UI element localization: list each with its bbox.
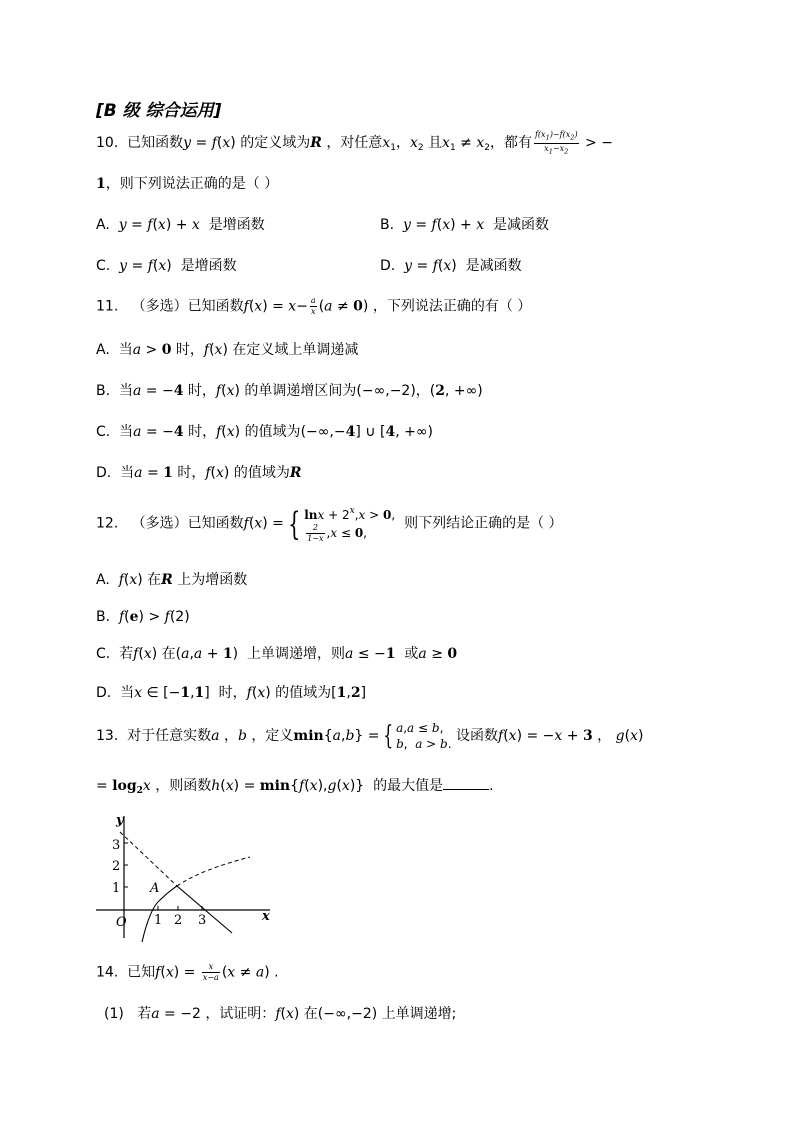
option-label: D. bbox=[96, 685, 112, 701]
option-pre: 当 bbox=[118, 383, 133, 399]
q13-text-cont-a: ，则函数 bbox=[155, 778, 212, 794]
q11-text-a: （多选）已知函数 bbox=[131, 298, 244, 315]
option-label: C. bbox=[96, 424, 111, 440]
option-text: 是减函数 bbox=[493, 217, 549, 233]
option-text: 的值域为 bbox=[275, 685, 332, 701]
x-axis-label: x bbox=[262, 909, 270, 924]
option-pre: 当 bbox=[120, 685, 135, 701]
q10-text-a: 已知函数 bbox=[127, 135, 184, 152]
x-tick-1: 1 bbox=[154, 913, 163, 928]
x-tick-3: 3 bbox=[198, 913, 207, 928]
option-text: 的值域为 bbox=[233, 465, 290, 481]
q10-text-c: ，对任意 bbox=[326, 135, 383, 152]
q12-text-a: （多选）已知函数 bbox=[131, 515, 244, 532]
q12-option-b[interactable]: B. f(e) > f(2) bbox=[96, 609, 190, 625]
option-mid: 时， bbox=[177, 465, 206, 481]
y-tick-3: 3 bbox=[112, 838, 121, 853]
option-text: 的单调递增区间为 bbox=[244, 383, 357, 399]
piecewise-cases: $\ln x + 2^x,x > 0$, $\frac{2}{1-x}$ ,x ≤ 0, bbox=[304, 506, 396, 543]
option-label: B. bbox=[96, 609, 111, 625]
option-text: 是减函数 bbox=[465, 258, 522, 274]
option-text: 的值域为 bbox=[244, 424, 301, 440]
option-text: 上单调递增，则 bbox=[247, 646, 346, 662]
section-heading: [B 级 综合运用] bbox=[96, 101, 222, 121]
option-label: A. bbox=[96, 342, 110, 358]
option-label: A. bbox=[96, 572, 110, 588]
q10-stem: 10. 已知函数y = f(x) 的定义域为R ，对任意$x_1$，$x_2$ 且$x_1 \ne x_2$，都有 $\frac{f(x_1)-f(x_2)}{x_1-x_2}$ > − bbox=[96, 130, 613, 156]
option-mid: 时， bbox=[218, 685, 247, 701]
f-line-dashed bbox=[120, 832, 177, 886]
y-tick-2: 2 bbox=[112, 859, 121, 874]
y-tick-1: 1 bbox=[112, 881, 121, 896]
q14-text-a: 已知 bbox=[127, 964, 156, 981]
q11-stem: 11. （多选）已知函数f(x) = x− $\frac{a}{x}$ (a ≠ 0) ，下列说法正确的有（ ） bbox=[96, 296, 532, 316]
min-brace: { bbox=[382, 721, 393, 751]
part-label: (1) bbox=[104, 1006, 124, 1022]
q10-option-d[interactable]: D. y = f(x) 是减函数 bbox=[380, 258, 522, 274]
option-mid: 在 bbox=[161, 646, 176, 662]
q10-stem-cont: 1，则下列说法正确的是（ ） bbox=[96, 176, 279, 192]
q10-text-d: 且 bbox=[428, 135, 443, 152]
q10-text-cont: ，则下列说法正确的是（ ） bbox=[105, 176, 279, 192]
option-mid: 时， bbox=[175, 342, 204, 358]
q10-fraction: $\frac{f(x_1)-f(x_2)}{x_1-x_2}$ bbox=[534, 130, 578, 156]
q13-text-cont-b: 的最大值是 bbox=[373, 778, 444, 794]
q10-text-e: ，都有 bbox=[489, 135, 532, 152]
q13-text-b: ，定义 bbox=[251, 728, 294, 744]
q10-option-a[interactable]: A. y = f(x) + x 是增函数 bbox=[96, 217, 265, 233]
option-label: C. bbox=[96, 258, 111, 274]
option-text: 上为增函数 bbox=[177, 572, 248, 588]
option-label: D. bbox=[96, 465, 112, 481]
option-pre: 当 bbox=[118, 342, 133, 358]
q14-part1: (1) 若a = −2 ，试证明：f(x) 在(−∞,−2) 上单调递增; bbox=[104, 1006, 457, 1022]
option-label: B. bbox=[96, 383, 111, 399]
origin-label: O bbox=[116, 915, 127, 930]
q13-number: 13. bbox=[96, 728, 119, 744]
g-curve-dashed bbox=[177, 857, 250, 886]
q11-option-d[interactable]: D. 当a = 1 时，f(x) 的值域为R bbox=[96, 465, 302, 481]
option-label: A. bbox=[96, 217, 110, 233]
option-text: 是增函数 bbox=[208, 217, 265, 233]
q14-part1-c: 在 bbox=[303, 1006, 318, 1022]
q12-text-b: 则下列结论正确的是（ ） bbox=[404, 515, 563, 532]
q11-option-c[interactable]: C. 当a = −4 时，f(x) 的值域为(−∞,−4] ∪ [4, +∞) bbox=[96, 424, 433, 440]
q11-option-b[interactable]: B. 当a = −4 时，f(x) 的单调递增区间为(−∞,−2)，(2, +∞) bbox=[96, 383, 483, 399]
q12-option-a[interactable]: A. f(x) 在R 上为增函数 bbox=[96, 572, 248, 588]
q12-number: 12. bbox=[96, 515, 119, 532]
q10-number: 10. bbox=[96, 135, 119, 152]
q14-stem: 14. 已知f(x) = $\frac{x}{x-a}$ (x ≠ a) . bbox=[96, 962, 279, 982]
q13-stem-cont: = $\log_2x$ ，则函数h(x) = min{f(x),g(x)} 的最大值是 . bbox=[96, 775, 494, 801]
option-mid: 时， bbox=[187, 383, 216, 399]
option-mid: 在 bbox=[147, 572, 162, 588]
x-tick-2: 2 bbox=[174, 913, 183, 928]
q10-text-b: 的定义域为 bbox=[240, 135, 311, 152]
q13-text-c: 设函数 bbox=[456, 728, 499, 744]
y-axis-label: y bbox=[116, 813, 124, 828]
option-text: 在定义域上单调递减 bbox=[232, 342, 359, 358]
q12-option-c[interactable]: C. 若f(x) 在(a,a + 1) 上单调递增，则a ≤ −1 或a ≥ 0 bbox=[96, 646, 458, 662]
q14-part1-a: 若 bbox=[137, 1006, 152, 1022]
option-text: 是增函数 bbox=[180, 258, 237, 274]
q11-option-a[interactable]: A. 当a > 0 时，f(x) 在定义域上单调递减 bbox=[96, 342, 359, 358]
q13-text-a: 对于任意实数 bbox=[127, 728, 212, 744]
q14-part1-d: 上单调递增; bbox=[381, 1006, 457, 1022]
option-pre: 当 bbox=[120, 465, 135, 481]
min-cases: a,a ≤ b, b, a > b. bbox=[396, 721, 452, 751]
q12-option-d[interactable]: D. 当x ∈ [−1,1] 时，f(x) 的值域为[1,2] bbox=[96, 685, 367, 701]
option-label: C. bbox=[96, 646, 111, 662]
q11-fraction: $\frac{a}{x}$ bbox=[310, 296, 316, 316]
q14-part1-b: ，试证明： bbox=[205, 1006, 276, 1022]
option-label: B. bbox=[380, 217, 395, 233]
q10-option-c[interactable]: C. y = f(x) 是增函数 bbox=[96, 258, 237, 274]
q11-text-b: ，下列说法正确的有（ ） bbox=[372, 298, 532, 315]
point-a-label: A bbox=[150, 881, 160, 896]
q14-fraction: $\frac{x}{x-a}$ bbox=[202, 962, 219, 982]
q14-number: 14. bbox=[96, 964, 119, 981]
q13-graph bbox=[90, 808, 280, 948]
option-mid: 时， bbox=[188, 424, 217, 440]
q10-option-b[interactable]: B. y = f(x) + x 是减函数 bbox=[380, 217, 549, 233]
option-label: D. bbox=[380, 258, 396, 274]
option-pre: 若 bbox=[119, 646, 134, 662]
q12-stem: 12. （多选）已知函数f(x) = { $\ln x + 2^x,x > 0$, $\frac{2}{1-x}$ ,x ≤ 0, 则下列结论正确的是（ ） bbox=[96, 504, 563, 543]
piecewise-brace: { bbox=[287, 504, 301, 543]
q13-stem: 13. 对于任意实数a ，b ，定义min{a,b} = { a,a ≤ b, b, a > b. 设函数f(x) = −x + 3 ， g(x) bbox=[96, 721, 644, 751]
option-pre: 当 bbox=[119, 424, 134, 440]
q11-number: 11. bbox=[96, 298, 119, 315]
answer-blank[interactable] bbox=[443, 775, 489, 790]
option-or: 或 bbox=[404, 646, 419, 662]
